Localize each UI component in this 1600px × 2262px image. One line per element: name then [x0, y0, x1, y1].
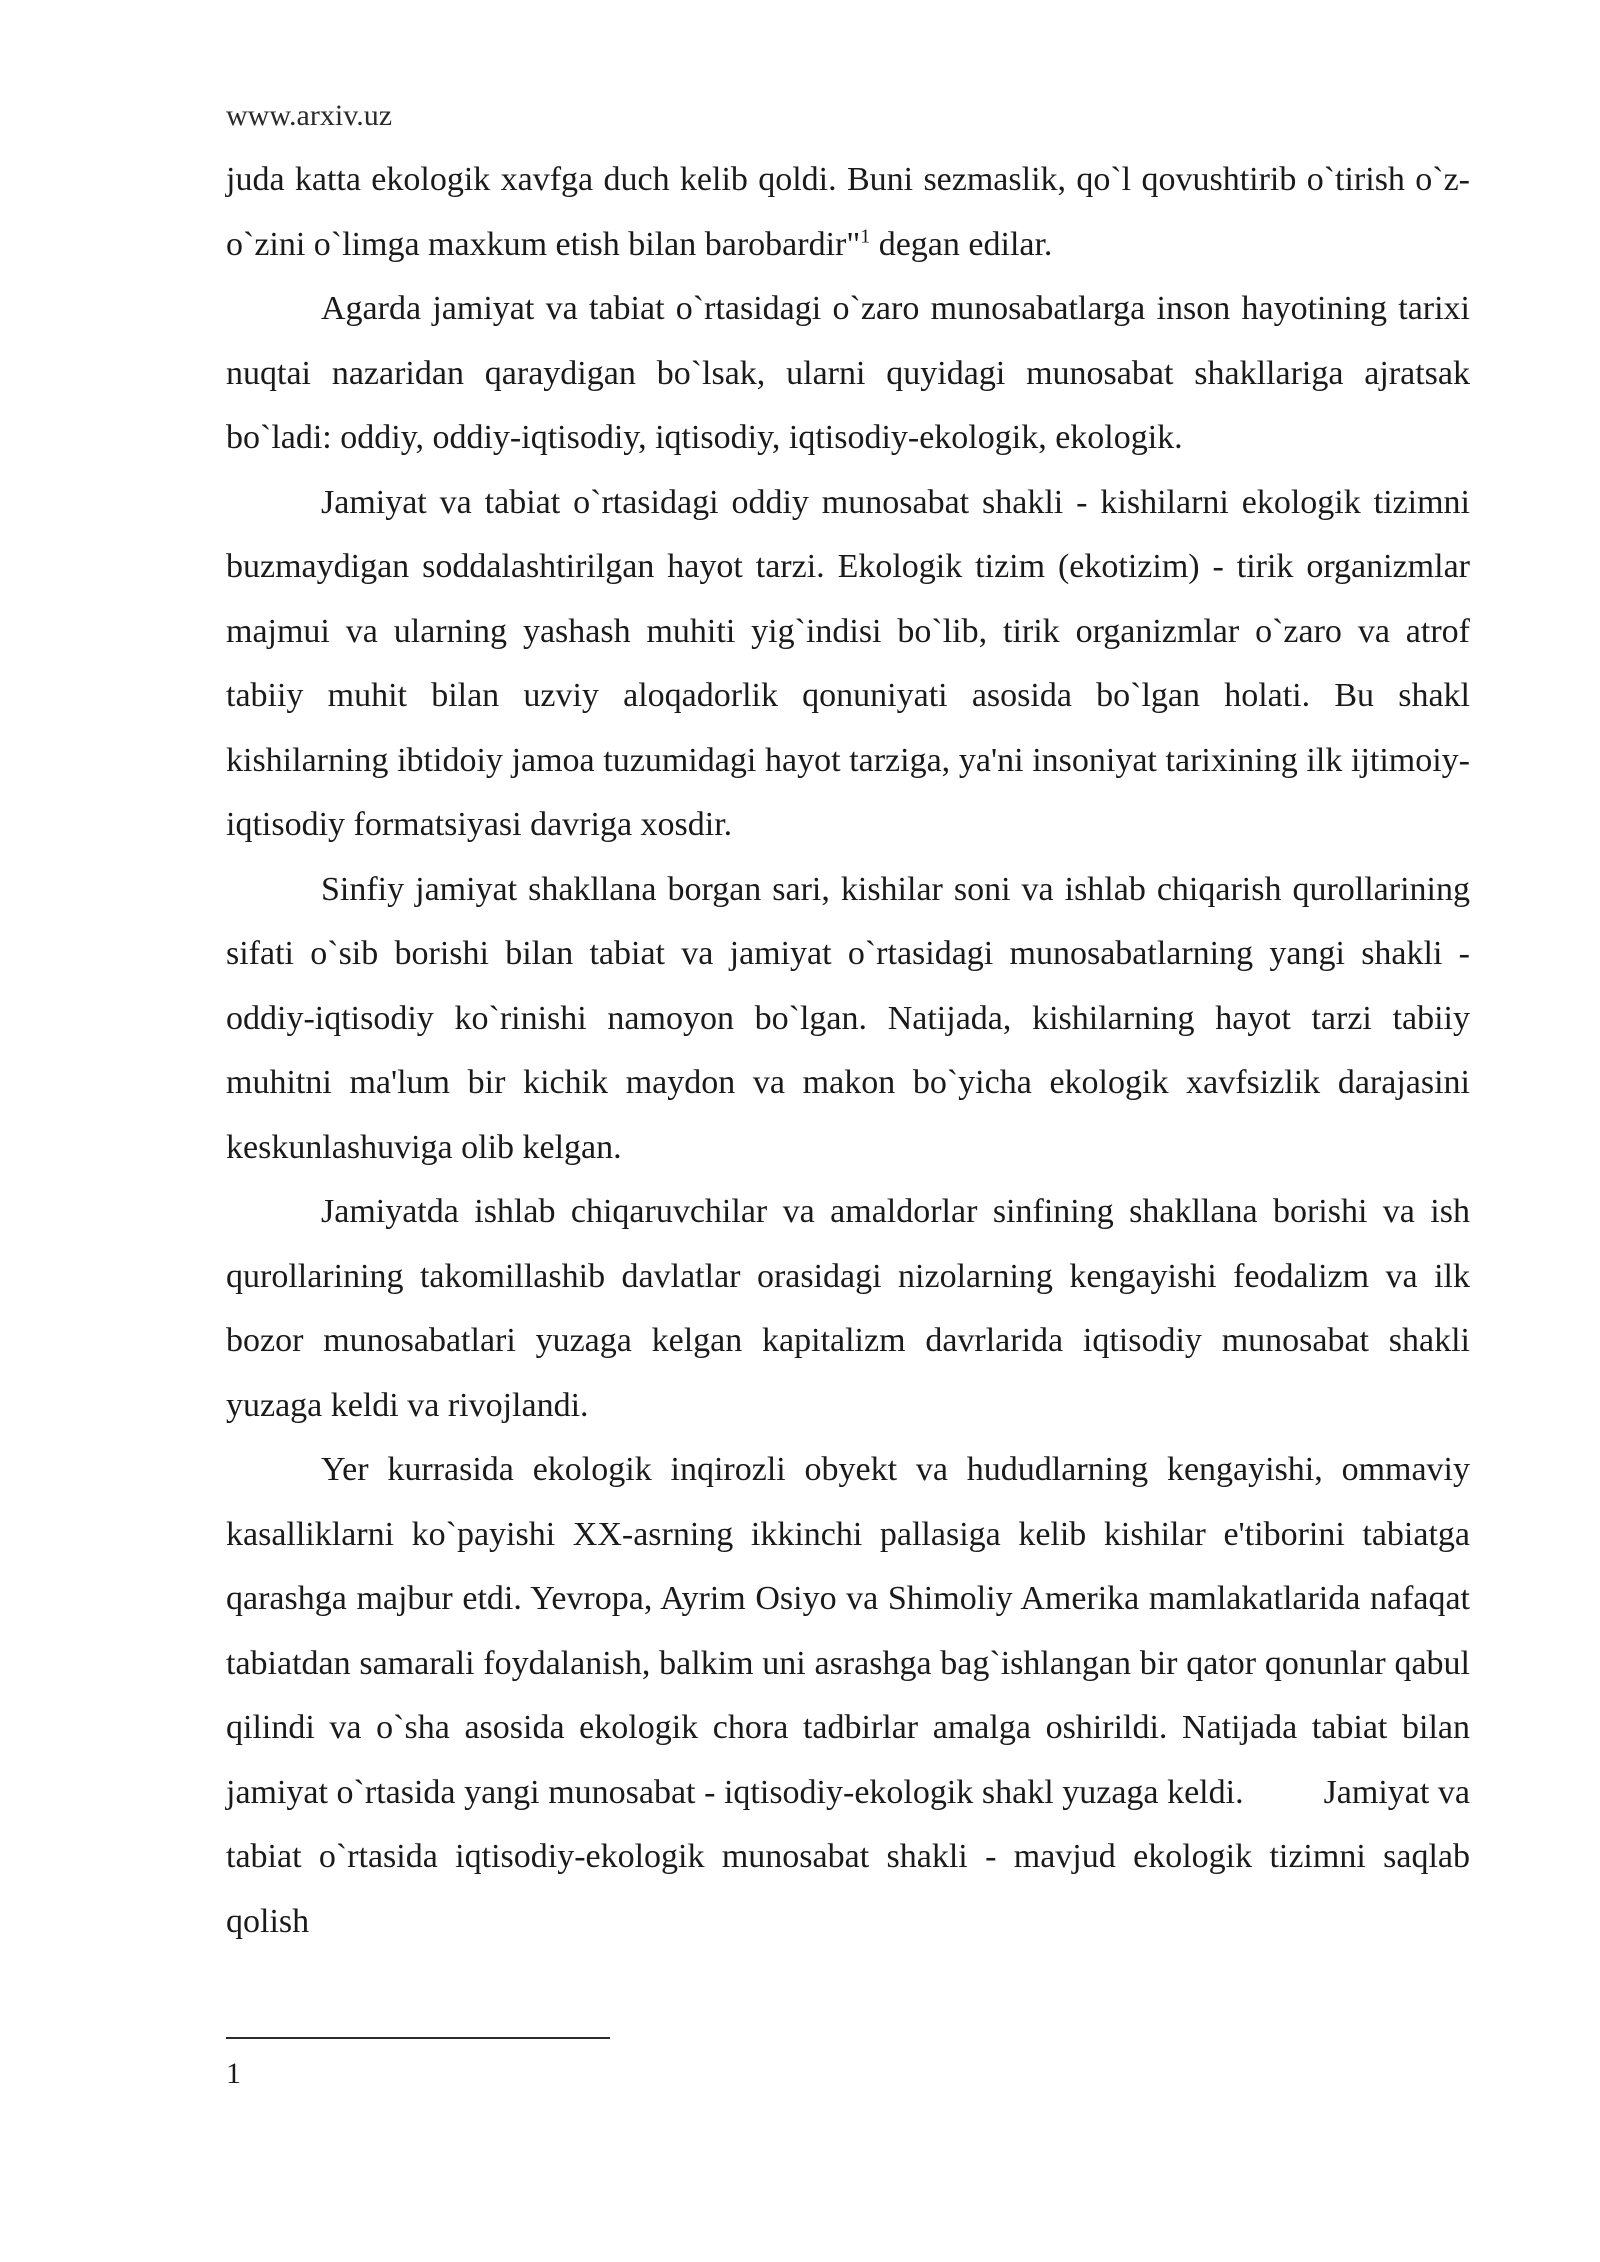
paragraph-2: Agarda jamiyat va tabiat o`rtasidagi o`zaro munosabatlarga inson hayotining tarixi nuqtai nazaridan qaraydigan bo`lsak, ularni quyidagi munosabat shakllariga ajratsak bo`ladi: oddiy, oddiy-iqtisodiy, iqtisodiy, iqtisodiy-ekologik, ekologik. — [226, 290, 1470, 456]
footnote-reference[interactable]: 1 — [860, 225, 871, 248]
paragraph-5: Jamiyatda ishlab chiqaruvchilar va amaldorlar sinfining shakllana borishi va ish qurollarining takomillashib davlatlar orasidagi nizolarning kengayishi feodalizm va ilk bozor munosabatlari yuzaga kelgan kapitalizm davrlarida iqtisodiy munosabat shakli yuzaga keldi va rivojlandi. — [226, 1193, 1470, 1424]
site-header-url[interactable]: www.arxiv.uz — [226, 99, 393, 132]
paragraph-1 — [226, 148, 1470, 277]
footnote-separator — [226, 2037, 610, 2039]
paragraph-6-continuation: Jamiyat va tabiat o`rtasida iqtisodiy-ekologik munosabat shakli - mavjud ekologik tizimni saqlab qolish — [226, 1773, 1471, 1940]
footnote-number: 1 — [226, 2057, 241, 2090]
paragraph-1-text: juda katta ekologik xavfga duch kelib qoldi. Buni sezmaslik, qo`l qovushtirib o`tirish o`z-o`zini o`limga maxkum etish bilan barobardir" — [226, 161, 1470, 263]
paragraph-1-tail: degan edilar. — [870, 225, 1053, 263]
paragraph-6 — [226, 1438, 1470, 1954]
paragraph-6-text: Yer kurrasida ekologik inqirozli obyekt va hududlarning kengayishi, ommaviy kasalliklarni ko`payishi XX-asrning ikkinchi pallasiga kelib kishilar e'tiborini tabiatga qarashga majbur etdi. Yevropa, Ayrim Osiyo va Shimoliy Amerika mamlakatlarida nafaqat tabiatdan samarali foydalanish, balkim uni asrashga bag`ishlangan bir qator qonunlar qabul qilindi va o`sha asosida ekologik chora tadbirlar amalga oshirildi. Natijada tabiat bilan jamiyat o`rtasida yangi munosabat - iqtisodiy-ekologik shakl yuzaga keldi. — [226, 1451, 1470, 1811]
paragraph-3: Jamiyat va tabiat o`rtasidagi oddiy munosabat shakli - kishilarni ekologik tizimni buzmaydigan soddalashtirilgan hayot tarzi. Ekologik tizim (ekotizim) - tirik organizmlar majmui va ularning yashash muhiti yig`indisi bo`lib, tirik organizmlar o`zaro va atrof tabiiy muhit bilan uzviy aloqadorlik qonuniyati asosida bo`lgan holati. Bu shakl kishilarning ibtidoiy jamoa tuzumidagi hayot tarziga, ya'ni insoniyat tarixining ilk ijtimoiy-iqtisodiy formatsiyasi davriga xosdir. — [226, 483, 1470, 843]
body-text — [226, 148, 1470, 1954]
paragraph-4: Sinfiy jamiyat shakllana borgan sari, kishilar soni va ishlab chiqarish qurollarining sifati o`sib borishi bilan tabiat va jamiyat o`rtasidagi munosabatlarning yangi shakli - oddiy-iqtisodiy ko`rinishi namoyon bo`lgan. Natijada, kishilarning hayot tarzi tabiiy muhitni ma'lum bir kichik maydon va makon bo`yicha ekologik xavfsizlik darajasini keskunlashuviga olib kelgan. — [226, 870, 1470, 1166]
